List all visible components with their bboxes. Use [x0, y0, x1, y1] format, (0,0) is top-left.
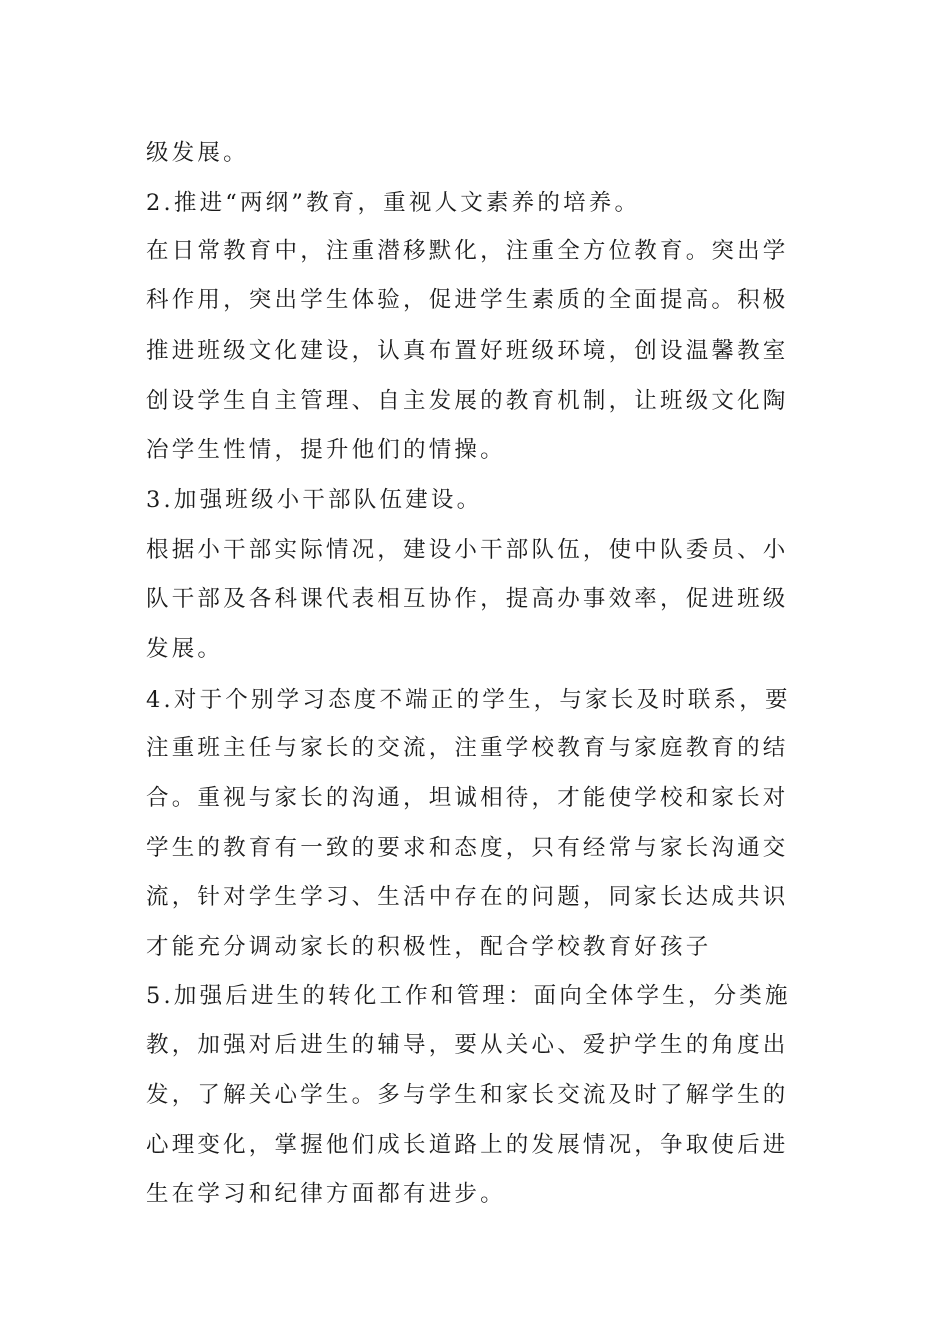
- item-heading: 3.加强班级小干部队伍建设。: [146, 487, 483, 513]
- text-line: 级发展。: [146, 140, 249, 166]
- text-line: 学生的教育有一致的要求和态度，只有经常与家长沟通交: [146, 835, 789, 861]
- text-line: 流，针对学生学习、生活中存在的问题，同家长达成共识: [146, 884, 789, 910]
- text-line: 根据小干部实际情况，建设小干部队伍，使中队委员、小: [146, 537, 789, 563]
- text-line: 才能充分调动家长的积极性，配合学校教育好孩子: [146, 934, 712, 960]
- text-line: 发，了解关心学生。多与学生和家长交流及时了解学生的: [146, 1082, 789, 1108]
- text-line: 推进班级文化建设，认真布置好班级环境，创设温馨教室: [146, 338, 789, 364]
- text-line: 心理变化，掌握他们成长道路上的发展情况，争取使后进: [146, 1132, 789, 1158]
- text-line: 合。重视与家长的沟通，坦诚相待，才能使学校和家长对: [146, 785, 789, 811]
- text-line: 队干部及各科课代表相互协作，提高办事效率，促进班级: [146, 586, 789, 612]
- text-line: 创设学生自主管理、自主发展的教育机制，让班级文化陶: [146, 388, 789, 414]
- text-line: 在日常教育中，注重潜移默化，注重全方位教育。突出学: [146, 238, 789, 264]
- item-heading: 4.对于个别学习态度不端正的学生，与家长及时联系，要: [146, 687, 791, 713]
- text-line: 科作用，突出学生体验，促进学生素质的全面提高。积极: [146, 287, 789, 313]
- text-line: 教，加强对后进生的辅导，要从关心、爱护学生的角度出: [146, 1032, 789, 1058]
- item-heading: 2.推进“两纲”教育，重视人文素养的培养。: [146, 190, 641, 216]
- text-line: 冶学生性情，提升他们的情操。: [146, 437, 506, 463]
- text-line: 生在学习和纪律方面都有进步。: [146, 1181, 506, 1207]
- text-line: 注重班主任与家长的交流，注重学校教育与家庭教育的结: [146, 735, 789, 761]
- text-line: 发展。: [146, 636, 224, 662]
- item-heading: 5.加强后进生的转化工作和管理：面向全体学生，分类施: [146, 983, 791, 1009]
